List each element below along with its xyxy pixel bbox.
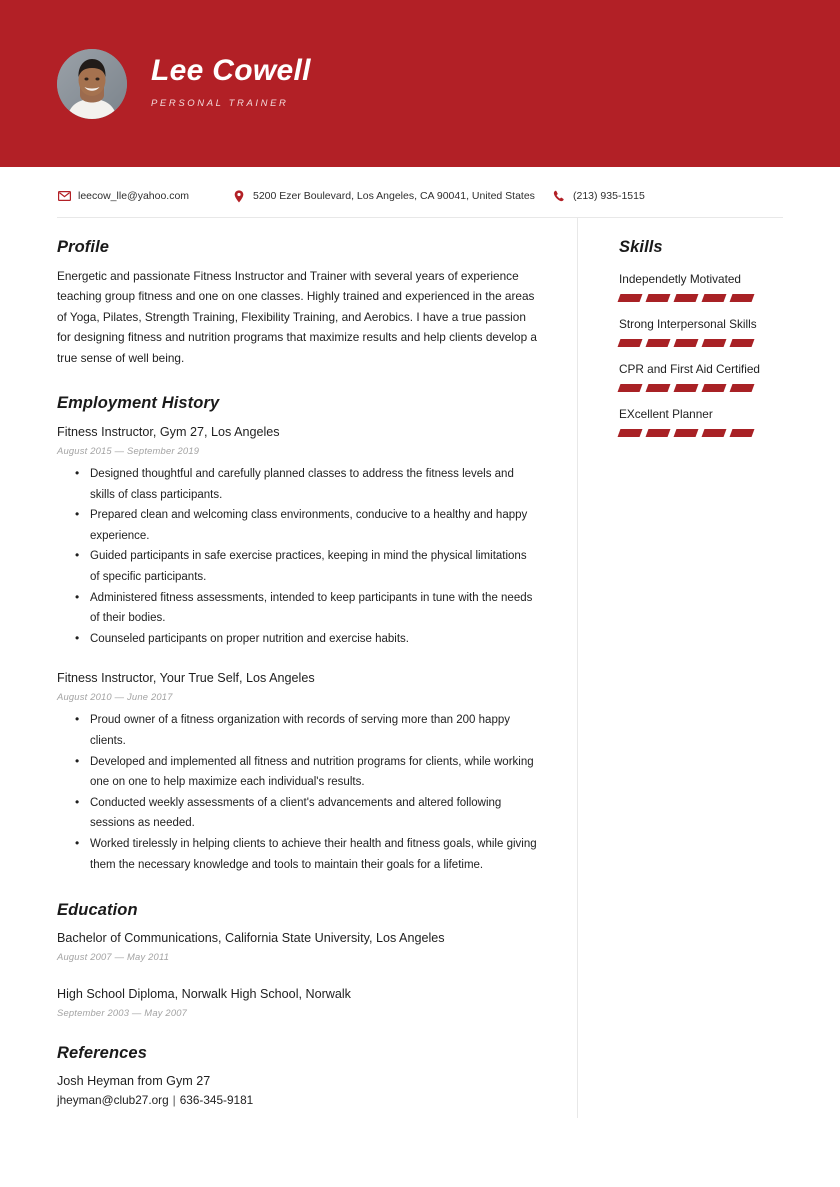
skill-dash xyxy=(646,384,671,392)
education-entry-date: August 2007 — May 2011 xyxy=(57,951,170,963)
employment-entry xyxy=(57,424,539,649)
contact-address xyxy=(232,190,552,203)
skill-dash xyxy=(730,384,755,392)
skill-dash xyxy=(702,384,727,392)
employment-entry-title: Fitness Instructor, Your True Self, Los Angeles xyxy=(57,671,315,686)
employment-entry-bullets xyxy=(57,710,539,875)
skill-dash xyxy=(674,429,699,437)
skill-item xyxy=(619,406,799,437)
reference-contact xyxy=(57,1093,539,1107)
education-section xyxy=(57,901,539,1018)
education-entry-title: Bachelor of Communications, California State University, Los Angeles xyxy=(57,931,445,946)
list-item: • Counseled participants on proper nutrition and exercise habits. xyxy=(88,629,539,650)
skill-level-bar xyxy=(619,339,799,347)
skill-dash xyxy=(702,339,727,347)
skill-item xyxy=(619,316,799,347)
employment-entry-date: August 2010 — June 2017 xyxy=(57,691,173,703)
skill-dash xyxy=(618,384,643,392)
header-divider xyxy=(57,217,783,218)
reference-phone[interactable]: 636-345-9181 xyxy=(179,1093,254,1108)
employment-section xyxy=(57,394,539,875)
skill-dash xyxy=(730,339,755,347)
skill-item xyxy=(619,271,799,302)
reference-email[interactable]: jheyman@club27.org xyxy=(57,1093,169,1108)
education-entry xyxy=(57,930,539,962)
list-item: • Guided participants in safe exercise practices, keeping in mind the physical limitations of specific participants. xyxy=(88,546,539,587)
list-item: • Developed and implemented all fitness and nutrition programs for clients, while working one on one to help maximize each individual's results. xyxy=(88,752,539,793)
spacer xyxy=(57,368,539,394)
list-item: • Conducted weekly assessments of a client's advancements and altered following sessions as needed. xyxy=(88,793,539,834)
envelope-icon xyxy=(57,190,71,203)
references-heading: References xyxy=(57,1044,147,1063)
profile-section xyxy=(57,238,539,368)
list-item: • Prepared clean and welcoming class environments, conducive to a healthy and happy experience. xyxy=(88,505,539,546)
employment-entry-title: Fitness Instructor, Gym 27, Los Angeles xyxy=(57,425,280,440)
education-entry-title: High School Diploma, Norwalk High School, Norwalk xyxy=(57,987,351,1002)
skills-heading: Skills xyxy=(619,238,663,256)
profile-heading: Profile xyxy=(57,238,110,256)
portrait-photo-icon xyxy=(57,49,127,119)
employment-entry-bullets xyxy=(57,464,539,649)
name-block xyxy=(151,54,311,113)
skill-dash xyxy=(618,294,643,302)
profile-text: Energetic and passionate Fitness Instructor and Trainer with several years of experience teaching group fitness and one on one classes. Highly trained and experienced in the areas of Yoga, Pilates, Strength Training, Flexibility Training, and Aerobics. I have a true passion for designing fitness and nutrition programs that maximize results and help clients develop a true sense of well being. xyxy=(57,269,537,365)
contact-bar xyxy=(57,183,783,209)
skill-level-bar xyxy=(619,429,799,437)
resume-header xyxy=(0,0,840,167)
column-divider xyxy=(577,218,578,1118)
list-item: • Proud owner of a fitness organization with records of serving more than 200 happy clients. xyxy=(88,710,539,751)
skill-dash xyxy=(702,429,727,437)
skill-level-bar xyxy=(619,384,799,392)
skill-level-bar xyxy=(619,294,799,302)
contact-phone[interactable] xyxy=(552,190,752,203)
skill-dash xyxy=(674,339,699,347)
skill-dash xyxy=(618,339,643,347)
employment-entry-date: August 2015 — September 2019 xyxy=(57,445,200,457)
skill-dash xyxy=(702,294,727,302)
map-pin-icon xyxy=(232,190,246,203)
skill-dash xyxy=(674,294,699,302)
skill-dash xyxy=(674,384,699,392)
contact-email[interactable] xyxy=(57,190,232,203)
main-column xyxy=(57,238,539,1107)
education-entry-date: September 2003 — May 2007 xyxy=(57,1007,188,1019)
skill-dash xyxy=(730,294,755,302)
education-entry xyxy=(57,986,539,1018)
skill-dash xyxy=(618,429,643,437)
phone-icon xyxy=(552,190,566,203)
references-section xyxy=(57,1044,539,1107)
list-item: • Designed thoughtful and carefully planned classes to address the fitness levels and skills of class participants. xyxy=(88,464,539,505)
skill-dash xyxy=(730,429,755,437)
skill-dash xyxy=(646,429,671,437)
skill-label: EXcellent Planner xyxy=(619,407,713,421)
contact-address-text: 5200 Ezer Boulevard, Los Angeles, CA 90041, United States xyxy=(253,190,535,202)
contact-phone-text: (213) 935-1515 xyxy=(573,190,645,202)
employment-entry xyxy=(57,670,539,875)
skill-label: CPR and First Aid Certified xyxy=(619,362,760,376)
candidate-job-title: PERSONAL TRAINER xyxy=(151,98,289,109)
list-item: • Administered fitness assessments, intended to keep participants in tune with the needs of their bodies. xyxy=(88,588,539,629)
reference-name: Josh Heyman from Gym 27 xyxy=(57,1074,211,1089)
candidate-name: Lee Cowell xyxy=(151,54,311,87)
spacer xyxy=(57,1018,539,1044)
skill-label: Strong Interpersonal Skills xyxy=(619,317,757,331)
spacer xyxy=(57,875,539,901)
avatar xyxy=(57,49,127,119)
employment-heading: Employment History xyxy=(57,394,220,413)
education-heading: Education xyxy=(57,901,138,920)
skills-sidebar xyxy=(619,238,799,437)
skill-item xyxy=(619,361,799,392)
skill-dash xyxy=(646,339,671,347)
skill-dash xyxy=(646,294,671,302)
reference-separator: | xyxy=(172,1093,176,1108)
skill-label: Independetly Motivated xyxy=(619,272,741,286)
list-item: • Worked tirelessly in helping clients to achieve their health and fitness goals, while giving them the necessary knowledge and tools to maintain their goals for a lifetime. xyxy=(88,834,539,875)
contact-email-text: leecow_lle@yahoo.com xyxy=(78,190,190,202)
